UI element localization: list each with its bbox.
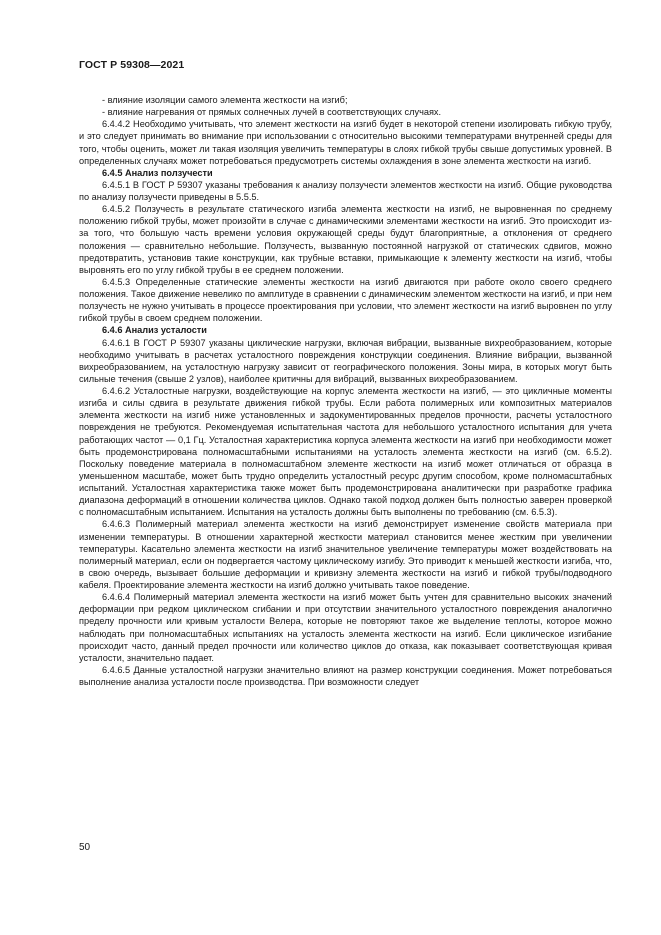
page-number: 50 [79,842,91,853]
section-heading-fatigue-analysis: 6.4.6 Анализ усталости [102,325,207,336]
document-header: ГОСТ Р 59308—2021 [79,59,185,71]
paragraph-6-4-6-5: 6.4.6.5 Данные усталостной нагрузки значительно влияют на размер конструкции соединения. Может потребоваться выполнение анализа усталости после производства. При возможности следует [79,664,612,687]
list-item: - влияние изоляции самого элемента жесткости на изгиб; [102,95,348,105]
page-body [79,94,612,688]
paragraph-6-4-4-2: 6.4.4.2 Необходимо учитывать, что элемент жесткости на изгиб будет в некоторой степени изолировать гибкую трубу, и это следует принимать во внимание при использовании с относительно высокими температурами внутренней среды для того, чтобы оценить, может ли такая изоляция увеличить температуры в слоях гибкой трубы свыше допустимых уровней. В определенных случаях может потребоваться предусмотреть системы охлаждения в зоне элемента жесткости на изгиб. [79,119,612,166]
paragraph-6-4-5-1: 6.4.5.1 В ГОСТ Р 59307 указаны требования к анализу ползучести элементов жесткости на изгиб. Общие руководства по анализу ползучести приведены в 5.5.5. [79,179,612,202]
paragraph-6-4-5-3: 6.4.5.3 Определенные статические элементы жесткости на изгиб двигаются при работе около своего среднего положения. Такое движение невелико по амплитуде в сравнении с динамическим элементом жесткости на изгиб, и при нем ползучесть не нужно учитывать в процессе проектирования при условии, что элемент жесткости на изгиб выровнен по углу гибкой трубы в своем среднем положении. [79,276,612,324]
paragraph-6-4-6-1: 6.4.6.1 В ГОСТ Р 59307 указаны циклические нагрузки, включая вибрации, вызванные вихреобразованием, которые необходимо учитывать в расчетах усталостного повреждения конструкции соединения. Влияние вибрации, вызванной вихреобразованием, на усталостную нагрузку зависит от географического положения. Зоны мира, в которых могут быть сильные течения (свыше 2 узлов), наиболее критичны для вибраций, вызванных вихреобразованием. [79,337,612,384]
paragraph-6-4-6-2: 6.4.6.2 Усталостные нагрузки, воздействующие на корпус элемента жесткости на изгиб, — это цикличные моменты изгиба и силы сдвига в результате движения гибкой трубы. Если работа полимерных или композитных материалов элемента жесткости на изгиб ниже установленных и задокументированных пределов прочности, расчеты усталостного повреждения не требуются. Рекомендуемая испытательная частота для небольшого усталостного испытания для учета работающих частот — 0,1 Гц. Усталостная характеристика корпуса элемента жесткости на изгиб при необходимости может быть продемонстрирована полномасштабными испытаниями на усталость элемента жесткости на изгиб (см. 6.5.2). Поскольку поведение материала в полномасштабном элементе жесткости на изгиб может отличаться от образца в уменьшенном масштабе, может быть трудно определить усталостный ресурс другим способом, кроме полномасштабных испытаний. Усталостная характеристика также может быть продемонстрирована аналитически при разработке графика диапазона деформаций в отношении количества циклов. Однако такой подход должен быть полностью заверен проверкой с полномасштабным испытанием. Испытания на усталость должны быть выполнены по требованию (см. 6.5.3). [79,386,612,518]
paragraph-6-4-5-2: 6.4.5.2 Ползучесть в результате статического изгиба элемента жесткости на изгиб, не выровненная по среднему положению гибкой трубы, может произойти в случае с динамическими элементами жесткости на изгиб. Это происходит из-за того, что большую часть времени условия окружающей среды будут благоприятные, а отклонения от среднего положения — сравнительно небольшие. Ползучесть, вызванную постоянной нагрузкой от статических сдвигов, можно предотвратить, установив такие конструкции, как трубные вставки, примыкающие к элементу жесткости на изгиб, чтобы выровнять его по углу гибкой трубы в ее среднем положении. [79,204,612,275]
paragraph-6-4-6-3: 6.4.6.3 Полимерный материал элемента жесткости на изгиб демонстрирует изменение свойств материала при изменении температуры. В отношении характерной жесткости материал становится менее жестким при увеличении температуры. Касательно элемента жесткости на изгиб значительное увеличение температуры может воздействовать на полимерный материал, если он подвергается частому циклическому изгибу. Это приводит к меньшей жесткости изгиба, что, в свою очередь, вызывает большие деформации и кривизну элемента жесткости на изгиб и гибкой трубы/подводного кабеля. Проектирование элемента жесткости на изгиб должно учитывать такое поведение. [79,519,612,590]
list-item: - влияние нагревания от прямых солнечных лучей в соответствующих случаях. [102,107,442,118]
section-heading-creep-analysis: 6.4.5 Анализ ползучести [102,167,213,178]
paragraph-6-4-6-4: 6.4.6.4 Полимерный материал элемента жесткости на изгиб может быть учтен для сравнительно высоких значений деформации при редком циклическом сгибании и при отсутствии значительного усталостного повреждения аналогично пределу прочности или кривым усталости Велера, которые не повторяют такое же выделение теплоты, которое можно наблюдать при полномасштабных испытаниях на усталость элемента жесткости на изгиб. Если циклическое изгибание происходит часто, данный предел прочности или количество циклов до отказа, как показывает соответствующая кривая усталости, значительно падает. [79,592,612,663]
